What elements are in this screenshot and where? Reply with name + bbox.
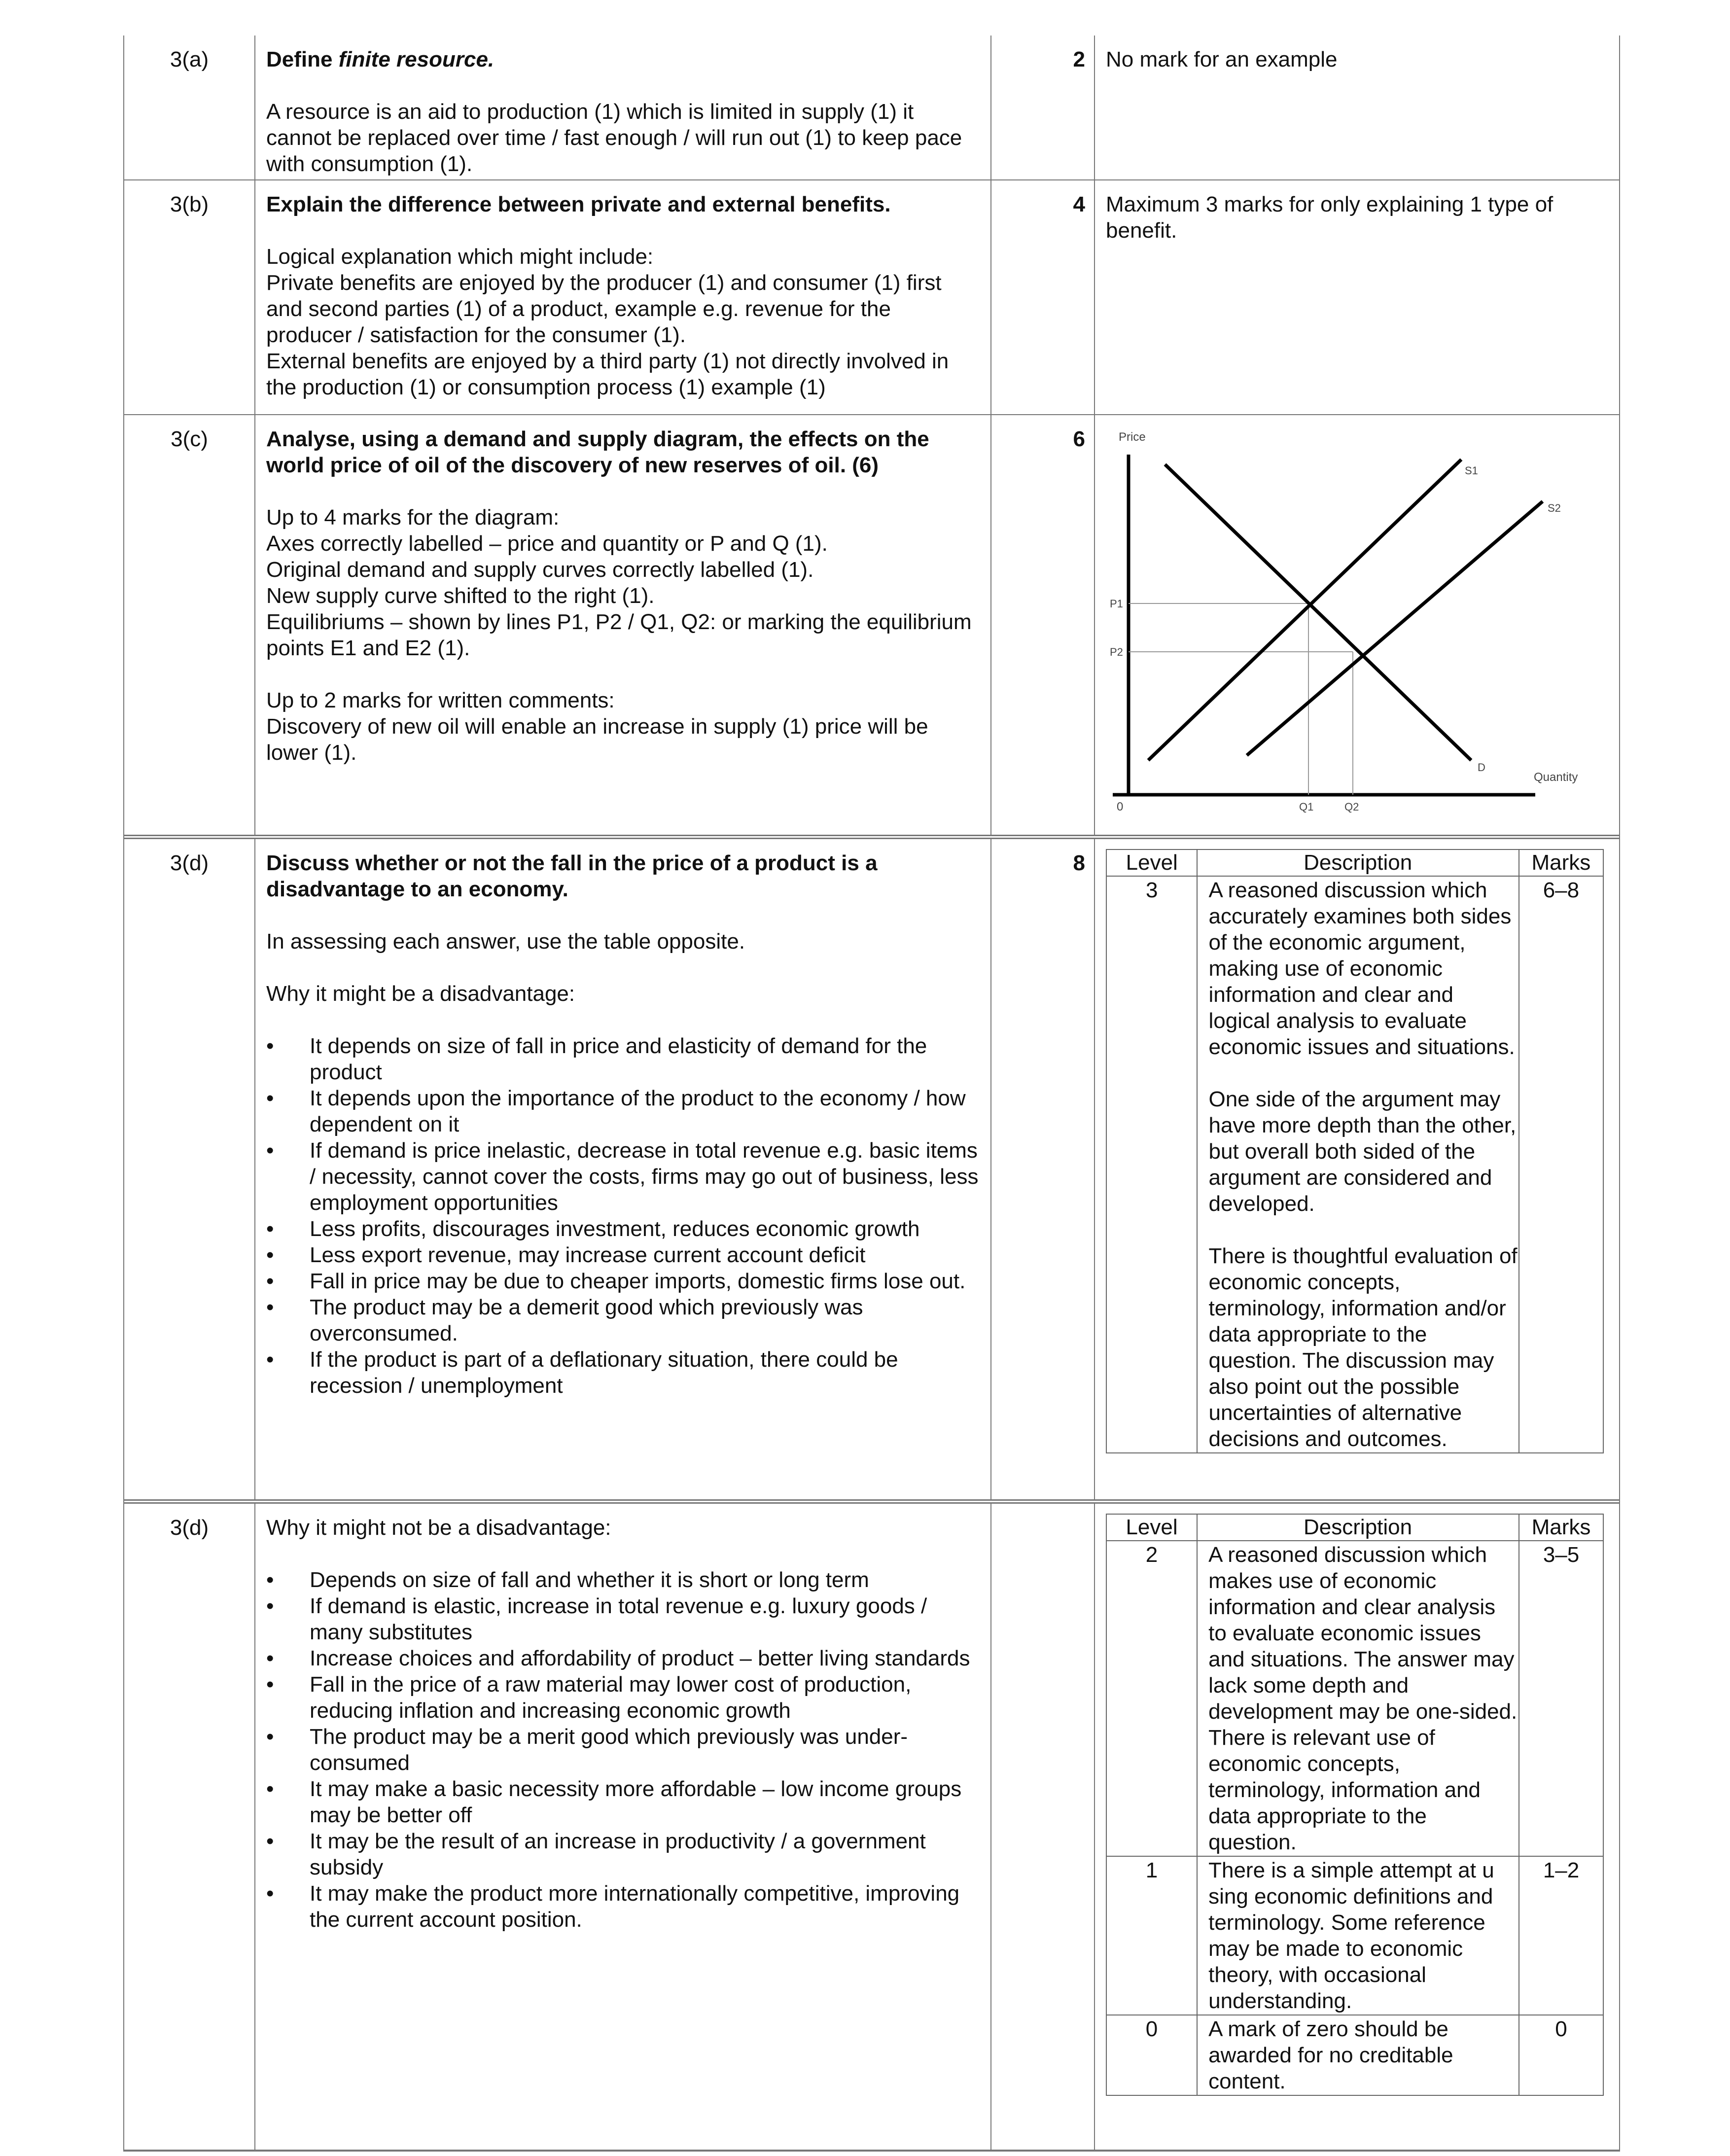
p1-label: P1 bbox=[1110, 598, 1123, 610]
description-header: Description bbox=[1197, 1514, 1519, 1541]
table-header-row bbox=[1106, 849, 1603, 876]
row-3d-continued bbox=[124, 1504, 1619, 2151]
supply-curve-s2 bbox=[1247, 501, 1543, 755]
row-3a bbox=[124, 35, 1619, 180]
diagram-cell bbox=[1095, 415, 1619, 835]
diagram-point: Axes correctly labelled – price and quantity or P and Q (1). bbox=[266, 531, 828, 556]
answer-cell bbox=[255, 839, 991, 1499]
diagram-point: Equilibriums – shown by lines P1, P2 / Q1, Q2: or marking the equilibrium points E1 and E2 (1). bbox=[266, 610, 972, 660]
list-item: • Fall in the price of a raw material may lower cost of production, reducing inflation and increasing economic growth bbox=[266, 1671, 980, 1724]
list-item: • It depends upon the importance of the product to the economy / how dependent on it bbox=[266, 1085, 980, 1137]
supply-demand-diagram bbox=[1099, 420, 1612, 829]
table-header-row bbox=[1106, 1514, 1603, 1541]
origin-label: 0 bbox=[1117, 800, 1124, 813]
list-item: • It may make the product more internationally competitive, improving the current account position. bbox=[266, 1880, 980, 1933]
level-description-part: A reasoned discussion which accurately examines both sides of the economic argument, making use of economic information and clear and logical analysis to evaluate economic issues and situations. bbox=[1208, 878, 1515, 1059]
list-item: • If the product is part of a deflationary situation, there could be recession / unemployment bbox=[266, 1346, 980, 1399]
question-number: 3(d) bbox=[124, 1504, 255, 2150]
level-marks: 3–5 bbox=[1519, 1541, 1603, 1856]
table-row bbox=[1106, 876, 1603, 1453]
table-row bbox=[1106, 1541, 1603, 1856]
level-value: 2 bbox=[1106, 1541, 1197, 1856]
question-number: 3(b) bbox=[124, 180, 255, 414]
answer-private: Private benefits are enjoyed by the producer (1) and consumer (1) first and second parties (1) of a product, example e.g. revenue for the producer / satisfaction for the consumer (1). bbox=[266, 271, 942, 347]
guidance: No mark for an example bbox=[1106, 47, 1338, 71]
question-number: 3(a) bbox=[124, 35, 255, 179]
list-item: • If demand is elastic, increase in total revenue e.g. luxury goods / many substitutes bbox=[266, 1593, 980, 1645]
comment-heading: Up to 2 marks for written comments: bbox=[266, 688, 615, 712]
table-row bbox=[1106, 1856, 1603, 2015]
list-item: • The product may be a demerit good which previously was overconsumed. bbox=[266, 1294, 980, 1346]
guidance: Maximum 3 marks for only explaining 1 type of benefit. bbox=[1106, 192, 1553, 243]
answer-cell bbox=[255, 1504, 991, 2150]
diagram-point: New supply curve shifted to the right (1). bbox=[266, 584, 655, 608]
marks: 6 bbox=[991, 415, 1095, 835]
question-title: Analyse, using a demand and supply diagram, the effects on the world price of oil of the discovery of new reserves of oil. (6) bbox=[266, 427, 929, 477]
question-title: Define finite resource. bbox=[266, 47, 494, 71]
why-not-heading: Why it might not be a disadvantage: bbox=[266, 1516, 611, 1540]
answer-text: A resource is an aid to production (1) which is limited in supply (1) it cannot be replaced over time / fast enough / will run out (1) to keep pace with consumption (1). bbox=[266, 100, 962, 176]
comment-text: Discovery of new oil will enable an increase in supply (1) price will be lower (1). bbox=[266, 714, 928, 765]
level-description-part: There is thoughtful evaluation of economic concepts, terminology, information and/or data appropriate to the question. The discussion may also point out the possible uncertainties of alternative decisions and outcomes. bbox=[1208, 1244, 1518, 1451]
mark-scheme-sheet bbox=[123, 35, 1620, 2152]
level-marks: 1–2 bbox=[1519, 1856, 1603, 2015]
list-item: • It depends on size of fall in price and elasticity of demand for the product bbox=[266, 1033, 980, 1085]
demand-curve bbox=[1165, 464, 1471, 760]
level-header: Level bbox=[1106, 1514, 1197, 1541]
list-item: • The product may be a merit good which previously was under-consumed bbox=[266, 1724, 980, 1776]
level-marks: 0 bbox=[1519, 2015, 1603, 2095]
level-description: A mark of zero should be awarded for no creditable content. bbox=[1197, 2015, 1519, 2095]
question-title: Explain the difference between private and external benefits. bbox=[266, 192, 891, 216]
level-table-cell bbox=[1095, 839, 1619, 1499]
level-value: 0 bbox=[1106, 2015, 1197, 2095]
marks-header: Marks bbox=[1519, 1514, 1603, 1541]
answer-cell bbox=[255, 180, 991, 414]
question-number: 3(c) bbox=[124, 415, 255, 835]
s1-label: S1 bbox=[1465, 464, 1478, 477]
level-value: 1 bbox=[1106, 1856, 1197, 2015]
table-row bbox=[1106, 2015, 1603, 2095]
not-disadvantage-list bbox=[266, 1567, 980, 1933]
why-heading: Why it might be a disadvantage: bbox=[266, 982, 575, 1006]
list-item: • It may be the result of an increase in productivity / a government subsidy bbox=[266, 1828, 980, 1880]
list-item: • Less export revenue, may increase current account deficit bbox=[266, 1242, 980, 1268]
answer-cell bbox=[255, 415, 991, 835]
answer-external: External benefits are enjoyed by a third party (1) not directly involved in the production (1) or consumption process (1) example (1) bbox=[266, 349, 949, 399]
marks-header: Marks bbox=[1519, 849, 1603, 876]
disadvantage-list bbox=[266, 1033, 980, 1399]
q1-label: Q1 bbox=[1299, 801, 1314, 813]
x-axis-label: Quantity bbox=[1534, 771, 1578, 784]
p2-label: P2 bbox=[1110, 646, 1123, 658]
question-title: Discuss whether or not the fall in the price of a product is a disadvantage to an economy. bbox=[266, 851, 878, 901]
level-table-cell bbox=[1095, 1504, 1619, 2150]
marks: 2 bbox=[991, 35, 1095, 179]
list-item: • Increase choices and affordability of product – better living standards bbox=[266, 1645, 980, 1671]
description-header: Description bbox=[1197, 849, 1518, 876]
q2-label: Q2 bbox=[1344, 801, 1359, 813]
list-item: • If demand is price inelastic, decrease in total revenue e.g. basic items / necessity, cannot cover the costs, firms may go out of business, less employment opportunities bbox=[266, 1137, 980, 1216]
d-label: D bbox=[1478, 761, 1485, 774]
list-item: • Depends on size of fall and whether it is short or long term bbox=[266, 1567, 980, 1593]
diagram-heading: Up to 4 marks for the diagram: bbox=[266, 505, 560, 530]
y-axis-label: Price bbox=[1119, 430, 1146, 444]
level-table bbox=[1106, 1514, 1604, 2096]
level-description bbox=[1197, 876, 1518, 1453]
answer-intro: Logical explanation which might include: bbox=[266, 245, 654, 269]
s2-label: S2 bbox=[1548, 502, 1561, 514]
level-description: There is a simple attempt at u sing economic definitions and terminology. Some reference may be made to economic theory, with occasional understanding. bbox=[1197, 1856, 1519, 2015]
level-description-part: One side of the argument may have more depth than the other, but overall both sided of the argument are considered and developed. bbox=[1208, 1087, 1517, 1216]
level-table bbox=[1106, 849, 1604, 1453]
diagram-point: Original demand and supply curves correctly labelled (1). bbox=[266, 558, 814, 582]
marks bbox=[991, 1504, 1095, 2150]
level-description: A reasoned discussion which makes use of economic information and clear analysis to evaluate economic issues and situations. The answer may lack some depth and development may be one-sided. There is relevant use of economic concepts, terminology, information and data appropriate to the question. bbox=[1197, 1541, 1519, 1856]
row-3b bbox=[124, 180, 1619, 415]
marks: 8 bbox=[991, 839, 1095, 1499]
answer-cell bbox=[255, 35, 991, 179]
level-value: 3 bbox=[1106, 876, 1197, 1453]
list-item: • Fall in price may be due to cheaper imports, domestic firms lose out. bbox=[266, 1268, 980, 1294]
list-item: • Less profits, discourages investment, reduces economic growth bbox=[266, 1216, 980, 1242]
row-3d bbox=[124, 839, 1619, 1504]
marks: 4 bbox=[991, 180, 1095, 414]
question-number: 3(d) bbox=[124, 839, 255, 1499]
level-marks: 6–8 bbox=[1519, 876, 1603, 1453]
question-term: finite resource. bbox=[338, 47, 494, 71]
assess-note: In assessing each answer, use the table opposite. bbox=[266, 929, 745, 954]
level-header: Level bbox=[1106, 849, 1197, 876]
row-3c bbox=[124, 415, 1619, 839]
list-item: • It may make a basic necessity more affordable – low income groups may be better off bbox=[266, 1776, 980, 1828]
